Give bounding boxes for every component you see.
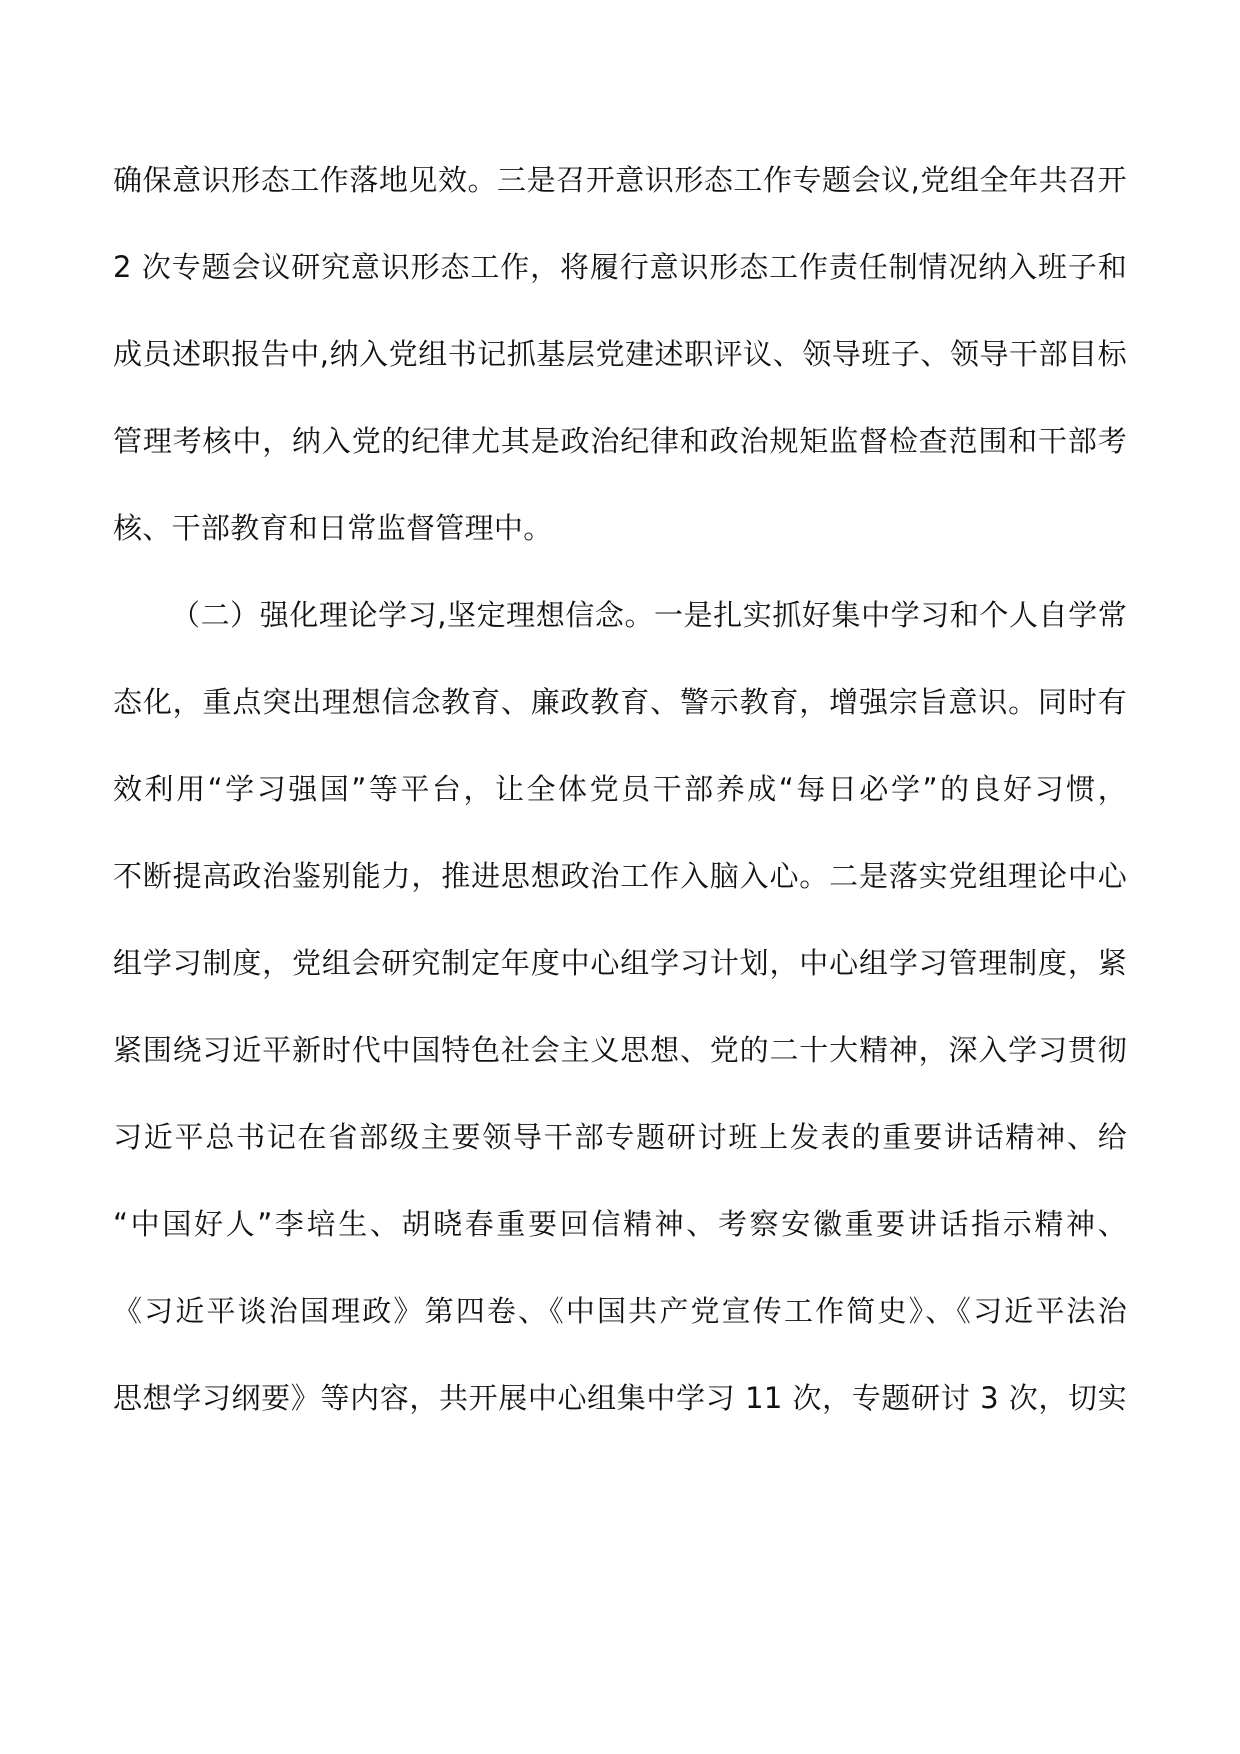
paragraph-line: 态化，重点突出理想信念教育、廉政教育、警示教育，增强宗旨意识。同时有 bbox=[113, 685, 1127, 719]
paragraph-line: 组学习制度，党组会研究制定年度中心组学习计划，中心组学习管理制度，紧 bbox=[113, 946, 1127, 980]
paragraph-line: 核、干部教育和日常监督管理中。 bbox=[113, 511, 553, 545]
paragraph-line: 管理考核中，纳入党的纪律尤其是政治纪律和政治规矩监督检查范围和干部考 bbox=[113, 424, 1127, 458]
paragraph-line: 效利用“学习强国”等平台，让全体党员干部养成“每日必学”的良好习惯， bbox=[113, 772, 1127, 806]
paragraph-line: 紧围绕习近平新时代中国特色社会主义思想、党的二十大精神，深入学习贯彻 bbox=[113, 1033, 1127, 1067]
paragraph-line: 《习近平谈治国理政》第四卷、《中国共产党宣传工作简史》、《习近平法治 bbox=[113, 1294, 1127, 1328]
paragraph-line: 不断提高政治鉴别能力，推进思想政治工作入脑入心。二是落实党组理论中心 bbox=[113, 859, 1127, 893]
paragraph-line: “中国好人”李培生、胡晓春重要回信精神、考察安徽重要讲话指示精神、 bbox=[113, 1207, 1127, 1241]
paragraph-line: 习近平总书记在省部级主要领导干部专题研讨班上发表的重要讲话精神、给 bbox=[113, 1120, 1127, 1154]
paragraph-line: 2 次专题会议研究意识形态工作，将履行意识形态工作责任制情况纳入班子和 bbox=[113, 250, 1127, 284]
paragraph-line: 思想学习纲要》等内容，共开展中心组集中学习 11 次，专题研讨 3 次，切实 bbox=[113, 1381, 1127, 1415]
section-heading-line: （二）强化理论学习,坚定理想信念。一是扎实抓好集中学习和个人自学常 bbox=[171, 598, 1127, 632]
paragraph-line: 确保意识形态工作落地见效。三是召开意识形态工作专题会议,党组全年共召开 bbox=[113, 163, 1127, 197]
paragraph-line: 成员述职报告中,纳入党组书记抓基层党建述职评议、领导班子、领导干部目标 bbox=[113, 337, 1127, 371]
